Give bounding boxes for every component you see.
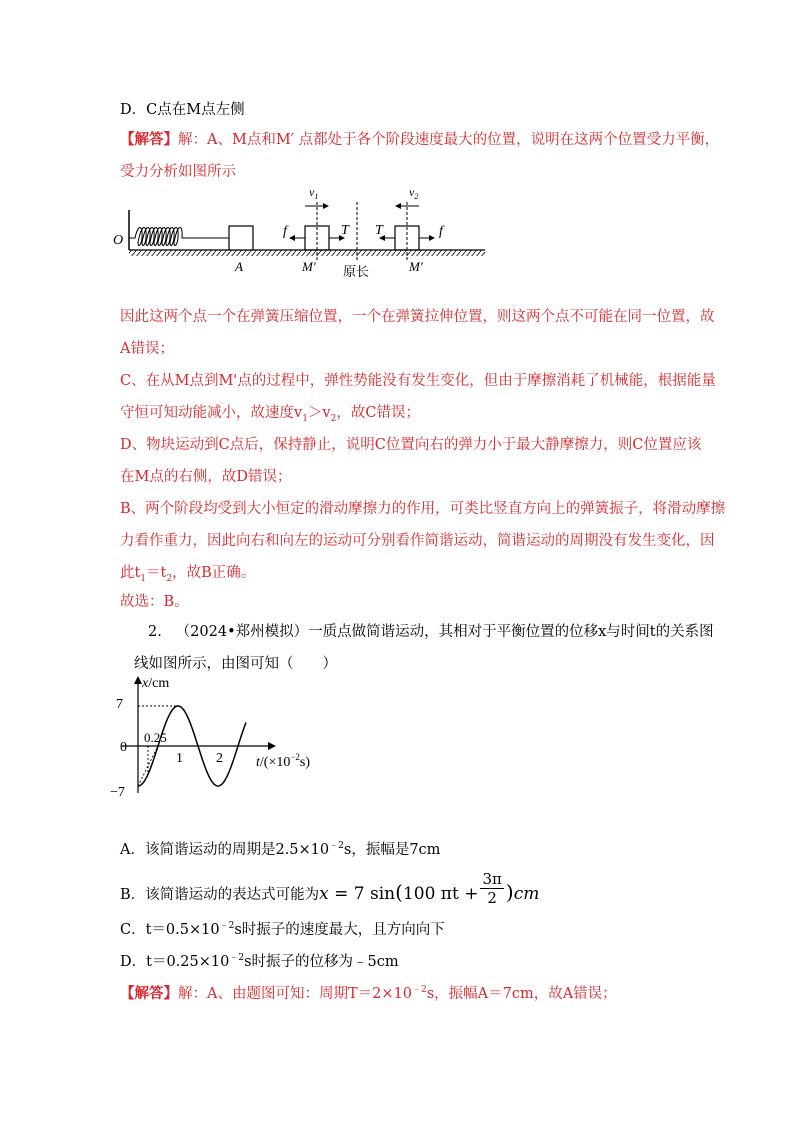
option-d-previous: D．C点在M点左侧 xyxy=(120,102,245,118)
paragraph-4a: B、两个阶段均受到大小恒定的滑动摩擦力的作用，可类比竖直方向上的弹簧振子，将滑动摩擦 xyxy=(120,501,726,517)
question-number: 2. xyxy=(148,624,162,640)
answer-1-line-2: 受力分析如图所示 xyxy=(120,164,236,180)
displacement-time-graph xyxy=(110,668,350,798)
x-tick-2: 2 xyxy=(216,751,223,766)
question-2-line-2: 线如图所示，由图可知（ ） xyxy=(134,656,337,672)
label-m2: M′ xyxy=(409,259,423,274)
paragraph-3b: 在M点的右侧，故D错误； xyxy=(120,469,292,485)
paragraph-2a: C、在从M点到M'点的过程中，弹性势能没有发生变化，但由于摩擦消耗了机械能，根据能量 xyxy=(120,373,716,389)
answer-tag-2: 【解答】 xyxy=(120,985,178,1002)
label-a: A xyxy=(235,259,243,274)
paragraph-2b: 守恒可知动能减小，故速度$v_1>v_2$，故C错误； xyxy=(120,405,420,424)
label-m1: M′ xyxy=(302,259,316,274)
option-a[interactable]: A．该简谐运动的周期是$2.5\times 10^{﹣2}s$，振幅是7cm xyxy=(120,841,441,858)
paragraph-1b: A错误； xyxy=(120,341,174,357)
spring-block-diagram xyxy=(105,180,525,290)
final-choice: 故选：B。 xyxy=(120,594,189,610)
y-axis-label: x/cm xyxy=(142,676,170,691)
label-o: O xyxy=(113,233,124,248)
x-axis-label: $t/(\times 10^{-2}s)$ xyxy=(256,752,311,770)
paragraph-4c: 此$t_1=t_2$，故B正确。 xyxy=(120,565,256,584)
paragraph-3a: D、物块运动到C点后，保持静止，说明C位置向右的弹力小于最大静摩擦力，则C位置应该 xyxy=(120,437,702,453)
force-t-left: T xyxy=(341,223,349,238)
label-v2: $v_2$ xyxy=(409,185,419,201)
option-c[interactable]: C．$t=0.5\times 10^{﹣2}s$时振子的速度最大，且方向向下 xyxy=(120,921,445,938)
force-f-right: f xyxy=(439,224,443,239)
paragraph-1a: 因此这两个点一个在弹簧压缩位置，一个在弹簧拉伸位置，则这两个点不可能在同一位置，故 xyxy=(120,309,715,325)
y-tick-neg7: −7 xyxy=(110,785,125,798)
label-v1: $v_1$ xyxy=(309,185,319,201)
x-tick-025: 0.25 xyxy=(144,730,167,745)
paragraph-4b: 力看作重力，因此向右和向左的运动可分别看作简谐运动，简谐运动的周期没有发生变化，因 xyxy=(120,533,715,549)
y-tick-0: 0 xyxy=(120,740,127,755)
spring xyxy=(129,228,229,246)
force-t-right: T xyxy=(375,223,383,238)
answer-tag: 【解答】 xyxy=(120,131,178,148)
label-natural-length: 原长 xyxy=(343,264,370,279)
option-d[interactable]: D．$t=0.25\times 10^{﹣2}s$时振子的位移为﹣5cm xyxy=(120,953,399,970)
answer-1-line-1: 【解答】解：A、M点和M′ 点都处于各个阶段速度最大的位置，说明在这两个位置受力平衡， xyxy=(120,131,720,148)
answer-2-line-1: 【解答】解：A、由题图可知：周期$T=2\times 10^{﹣2}s$，振幅A＝7cm，故A错误； xyxy=(120,985,617,1002)
block-a xyxy=(229,226,253,250)
y-tick-7: 7 xyxy=(116,697,123,712)
force-f-left: f xyxy=(283,224,287,239)
question-2-line-1: 2. （2024•郑州模拟）一质点做简谐运动，其相对于平衡位置的位移x与时间t的关系图 xyxy=(148,624,714,640)
x-tick-1: 1 xyxy=(176,751,183,766)
option-b[interactable]: B．该简谐运动的表达式可能为x = 7 sin(100 πt + $\frac{3\pi}{2}$ )cm xyxy=(120,870,540,907)
